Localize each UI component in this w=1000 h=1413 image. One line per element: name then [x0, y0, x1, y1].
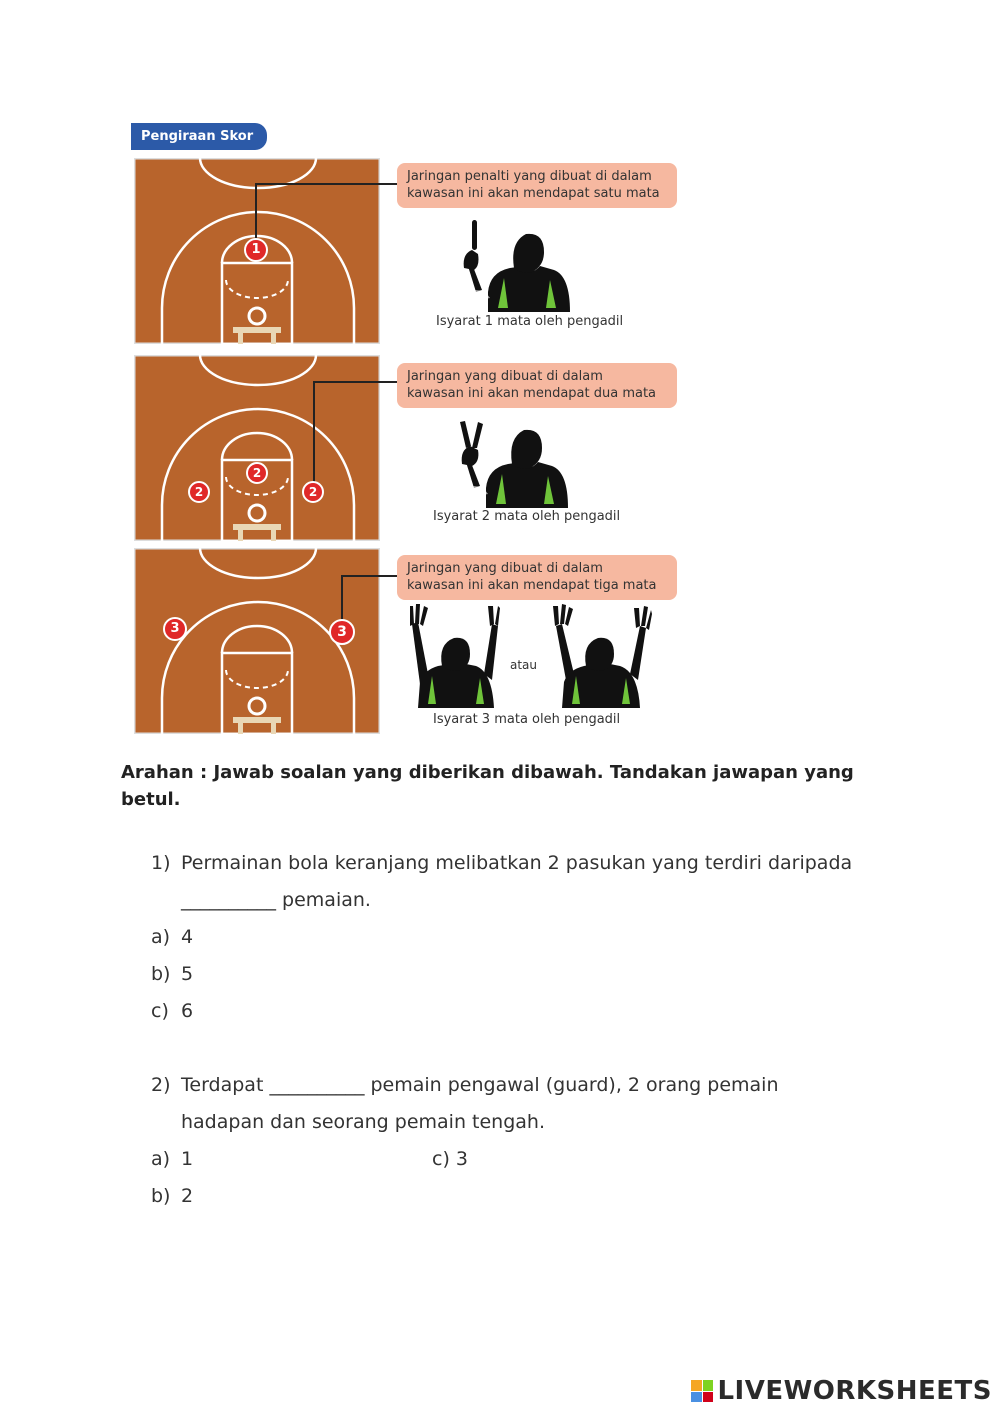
- callout-text: kawasan ini akan mendapat tiga mata: [407, 578, 657, 593]
- liveworksheets-logo-icon: [691, 1380, 713, 1402]
- score-marker: 2: [188, 481, 210, 503]
- option-label: b): [151, 1185, 171, 1207]
- option-label: a): [151, 926, 171, 948]
- signal-caption: Isyarat 3 mata oleh pengadil: [433, 712, 621, 727]
- referee-one-finger-icon: [458, 220, 573, 312]
- question-text: hadapan dan seorang pemain tengah.: [181, 1111, 545, 1133]
- callout-leader-line-2: [313, 381, 399, 484]
- callout-text: Jaringan yang dibuat di dalam: [407, 369, 603, 384]
- option-label: b): [151, 963, 171, 985]
- signal-caption: Isyarat 1 mata oleh pengadil: [436, 314, 624, 329]
- score-marker: 2: [246, 462, 268, 484]
- score-marker: 3: [163, 617, 187, 641]
- callout-leader-line-1: [255, 183, 399, 241]
- option-value: 5: [181, 963, 194, 985]
- callout-text: Jaringan yang dibuat di dalam: [407, 561, 603, 576]
- referee-three-finger-icon: [552, 604, 652, 708]
- callout-box-2: [397, 363, 677, 408]
- question-number: 1): [151, 852, 171, 874]
- score-marker: 3: [329, 619, 355, 645]
- option-label: c): [151, 1000, 169, 1022]
- callout-text: kawasan ini akan mendapat satu mata: [407, 186, 660, 201]
- option-label: a): [151, 1148, 171, 1170]
- callout-text: kawasan ini akan mendapat dua mata: [407, 386, 657, 401]
- score-marker: 1: [244, 238, 268, 262]
- question-text: __________ pemaian.: [181, 889, 371, 911]
- option-value: 2: [181, 1185, 194, 1207]
- referee-two-finger-icon: [456, 416, 571, 508]
- option-value: 1: [181, 1148, 194, 1170]
- question-number: 2): [151, 1074, 171, 1096]
- liveworksheets-logo: [691, 1376, 992, 1406]
- referee-three-finger-icon: [410, 604, 500, 708]
- callout-leader-line-3: [341, 575, 399, 621]
- option-value: 6: [181, 1000, 194, 1022]
- instruction-text: Arahan : Jawab soalan yang diberikan dibawah. Tandakan jawapan yang betul.: [121, 762, 854, 810]
- callout-box-1: [397, 163, 677, 208]
- option-c[interactable]: [432, 1141, 632, 1178]
- callout-box-3: [397, 555, 677, 600]
- brand-name: LIVEWORKSHEETS: [717, 1376, 992, 1406]
- section-title: Pengiraan Skor: [131, 123, 267, 150]
- callout-text: Jaringan penalti yang dibuat di dalam: [407, 169, 652, 184]
- or-label: atau: [510, 658, 538, 672]
- question-text: Terdapat __________ pemain pengawal (guard), 2 orang pemain: [181, 1074, 779, 1096]
- signal-caption: Isyarat 2 mata oleh pengadil: [433, 509, 621, 524]
- option-value: 3: [455, 1148, 468, 1170]
- option-label: c): [432, 1148, 450, 1170]
- score-marker: 2: [302, 481, 324, 503]
- question-text: Permainan bola keranjang melibatkan 2 pasukan yang terdiri daripada: [181, 852, 853, 874]
- option-value: 4: [181, 926, 194, 948]
